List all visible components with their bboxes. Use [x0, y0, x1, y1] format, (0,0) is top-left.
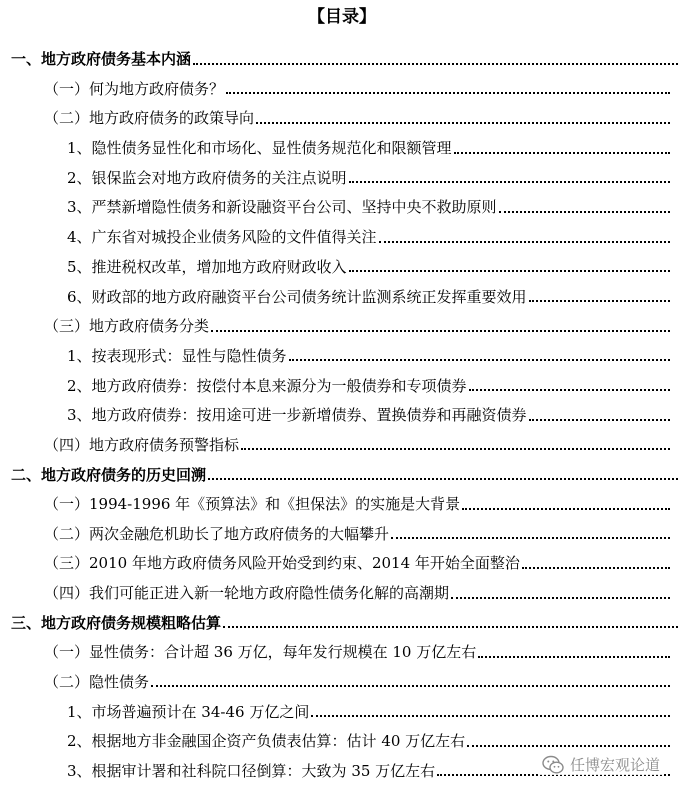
toc-item[interactable]: [0, 133, 684, 163]
dot-leader: [349, 270, 670, 272]
toc-entry-text: 4、广东省对城投企业债务风险的文件值得关注: [67, 228, 377, 247]
toc-entry-text: 二、地方政府债务的历史回溯: [11, 465, 207, 484]
toc-entry-text: 2、地方政府债券：按偿付本息来源分为一般债券和专项债券: [67, 376, 467, 395]
toc-entry-text: 1、隐性债务显性化和市场化、显性债务规范化和限额管理: [67, 139, 452, 158]
toc-entry-text: 3、严禁新增隐性债务和新设融资平台公司、坚持中央不救助原则: [67, 198, 497, 217]
toc-entry-text: 三、地方政府债务规模粗略估算: [11, 613, 222, 632]
toc-subsection[interactable]: [0, 489, 684, 519]
toc-item[interactable]: [0, 696, 684, 726]
toc-item[interactable]: [0, 252, 684, 282]
toc-entry-text: 2、银保监会对地方政府债务的关注点说明: [67, 168, 347, 187]
dot-leader: [256, 122, 670, 124]
watermark: [538, 754, 664, 775]
dot-leader: [223, 626, 678, 628]
toc-item[interactable]: [0, 726, 684, 756]
dot-leader: [208, 478, 678, 480]
toc-item[interactable]: [0, 192, 684, 222]
dot-leader: [289, 359, 670, 361]
toc-item[interactable]: [0, 370, 684, 400]
toc-section[interactable]: [0, 459, 684, 488]
toc-subsection[interactable]: [0, 73, 684, 103]
dot-leader: [529, 300, 670, 302]
dot-leader: [211, 330, 670, 332]
toc-subsection[interactable]: [0, 311, 684, 341]
watermark-text: 任博宏观论道: [569, 756, 660, 774]
toc-entry-text: 1、按表现形式：显性与隐性债务: [67, 346, 287, 365]
toc-subsection[interactable]: [0, 103, 684, 133]
toc-entry-text: 6、财政部的地方政府融资平台公司债务统计监测系统正发挥重要效用: [67, 287, 527, 306]
dot-leader: [451, 597, 670, 599]
dot-leader: [454, 152, 670, 154]
toc-entry-text: （三）2010 年地方政府债务风险开始受到约束、2014 年开始全面整治: [44, 554, 520, 573]
dot-leader: [226, 92, 670, 94]
toc-entry-text: （二）两次金融危机助长了地方政府债务的大幅攀升: [44, 524, 390, 543]
table-of-contents: [0, 44, 684, 785]
toc-entry-text: （二）隐性债务: [44, 672, 150, 691]
dot-leader: [462, 508, 670, 510]
dot-leader: [311, 715, 670, 717]
toc-subsection[interactable]: [0, 430, 684, 460]
toc-entry-text: （一）显性债务：合计超 36 万亿，每年发行规模在 10 万亿左右: [44, 643, 477, 662]
toc-item[interactable]: [0, 281, 684, 311]
dot-leader: [193, 63, 678, 65]
toc-entry-text: （一）何为地方政府债务？: [44, 79, 225, 98]
toc-entry-text: （一）1994-1996 年《预算法》和《担保法》的实施是大背景: [44, 495, 461, 514]
toc-entry-text: 3、根据审计署和社科院口径倒算：大致为 35 万亿左右: [67, 761, 436, 780]
dot-leader: [478, 656, 670, 658]
toc-item[interactable]: [0, 162, 684, 192]
toc-section[interactable]: [0, 44, 684, 73]
dot-leader: [379, 241, 670, 243]
toc-subsection[interactable]: [0, 518, 684, 548]
toc-entry-text: 5、推进税权改革，增加地方政府财政收入: [67, 257, 347, 276]
toc-entry-text: 3、地方政府债券：按用途可进一步新增债券、置换债券和再融资债券: [67, 406, 527, 425]
dot-leader: [349, 181, 670, 183]
toc-subsection[interactable]: [0, 548, 684, 578]
toc-item[interactable]: [0, 400, 684, 430]
toc-entry-text: （四）我们可能正进入新一轮地方政府隐性债务化解的高潮期: [44, 584, 450, 603]
toc-entry-text: 2、根据地方非金融国企资产负债表估算：估计 40 万亿左右: [67, 732, 466, 751]
toc-entry-text: （三）地方政府债务分类: [44, 317, 210, 336]
dot-leader: [499, 211, 670, 213]
toc-title: 【目录】: [308, 7, 376, 27]
toc-entry-text: 一、地方政府债务基本内涵: [11, 50, 192, 69]
toc-item[interactable]: [0, 222, 684, 252]
toc-entry-text: 1、市场普遍预计在 34-46 万亿之间: [67, 702, 310, 721]
toc-subsection[interactable]: [0, 667, 684, 697]
dot-leader: [529, 419, 670, 421]
toc-entry-text: （二）地方政府债务的政策导向: [44, 109, 255, 128]
toc-section[interactable]: [0, 607, 684, 636]
wechat-icon: [542, 755, 564, 775]
dot-leader: [522, 567, 670, 569]
dot-leader: [467, 745, 670, 747]
dot-leader: [469, 389, 670, 391]
dot-leader: [241, 448, 670, 450]
toc-entry-text: （四）地方政府债务预警指标: [44, 435, 240, 454]
toc-subsection[interactable]: [0, 578, 684, 608]
dot-leader: [151, 685, 670, 687]
toc-item[interactable]: [0, 341, 684, 371]
dot-leader: [391, 537, 670, 539]
toc-subsection[interactable]: [0, 637, 684, 667]
